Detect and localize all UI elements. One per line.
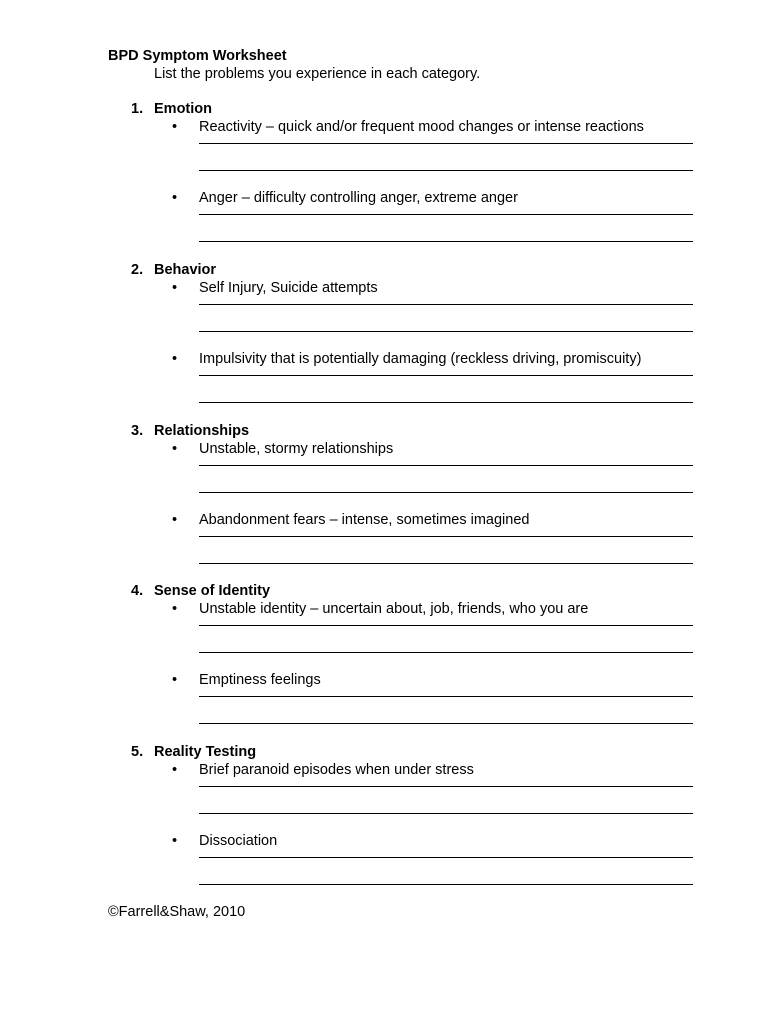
symptom-item [0,440,768,520]
answer-line[interactable] [199,884,693,885]
symptom-text: Dissociation [199,833,278,849]
answer-line[interactable] [199,786,693,787]
symptom-text: Brief paranoid episodes when under stress [199,762,474,778]
bullet-icon: • [172,441,178,457]
worksheet-instructions: List the problems you experience in each category. [154,66,481,82]
bullet-icon: • [172,833,178,849]
symptom-item [0,118,768,198]
answer-line[interactable] [199,857,693,858]
symptom-item [0,350,768,430]
section-title: Relationships [154,423,250,439]
symptom-item [0,189,768,269]
answer-line[interactable] [199,304,693,305]
symptom-item [0,511,768,591]
copyright-footer: ©Farrell&Shaw, 2010 [108,904,246,920]
section-number: 5. [131,744,144,760]
section-title: Sense of Identity [154,583,271,599]
bullet-icon: • [172,601,178,617]
section-number: 1. [131,101,144,117]
symptom-text: Emptiness feelings [199,672,321,688]
answer-line[interactable] [199,143,693,144]
answer-line[interactable] [199,331,693,332]
answer-line[interactable] [199,241,693,242]
section-heading [0,261,768,279]
section-number: 3. [131,423,144,439]
section-heading [0,582,768,600]
section-title: Reality Testing [154,744,257,760]
symptom-text: Reactivity – quick and/or frequent mood changes or intense reactions [199,119,644,135]
answer-line[interactable] [199,652,693,653]
symptom-text: Unstable identity – uncertain about, job, friends, who you are [199,601,589,617]
symptom-item [0,279,768,359]
answer-line[interactable] [199,402,693,403]
answer-line[interactable] [199,214,693,215]
bullet-icon: • [172,672,178,688]
answer-line[interactable] [199,625,693,626]
section-heading [0,422,768,440]
answer-line[interactable] [199,723,693,724]
bullet-icon: • [172,190,178,206]
symptom-text: Anger – difficulty controlling anger, extreme anger [199,190,518,206]
answer-line[interactable] [199,492,693,493]
section-title: Behavior [154,262,217,278]
section-title: Emotion [154,101,212,117]
section-number: 4. [131,583,144,599]
bullet-icon: • [172,351,178,367]
section-heading [0,100,768,118]
answer-line[interactable] [199,563,693,564]
bullet-icon: • [172,762,178,778]
answer-line[interactable] [199,170,693,171]
symptom-text: Impulsivity that is potentially damaging (reckless driving, promiscuity) [199,351,642,367]
answer-line[interactable] [199,696,693,697]
bullet-icon: • [172,280,178,296]
answer-line[interactable] [199,375,693,376]
answer-line[interactable] [199,813,693,814]
symptom-item [0,671,768,751]
worksheet-title: BPD Symptom Worksheet [108,48,287,64]
bullet-icon: • [172,512,178,528]
symptom-item [0,761,768,841]
section-heading [0,743,768,761]
answer-line[interactable] [199,536,693,537]
symptom-item [0,832,768,912]
symptom-text: Self Injury, Suicide attempts [199,280,378,296]
symptom-text: Abandonment fears – intense, sometimes imagined [199,512,530,528]
symptom-text: Unstable, stormy relationships [199,441,394,457]
section-number: 2. [131,262,144,278]
bullet-icon: • [172,119,178,135]
answer-line[interactable] [199,465,693,466]
symptom-item [0,600,768,680]
